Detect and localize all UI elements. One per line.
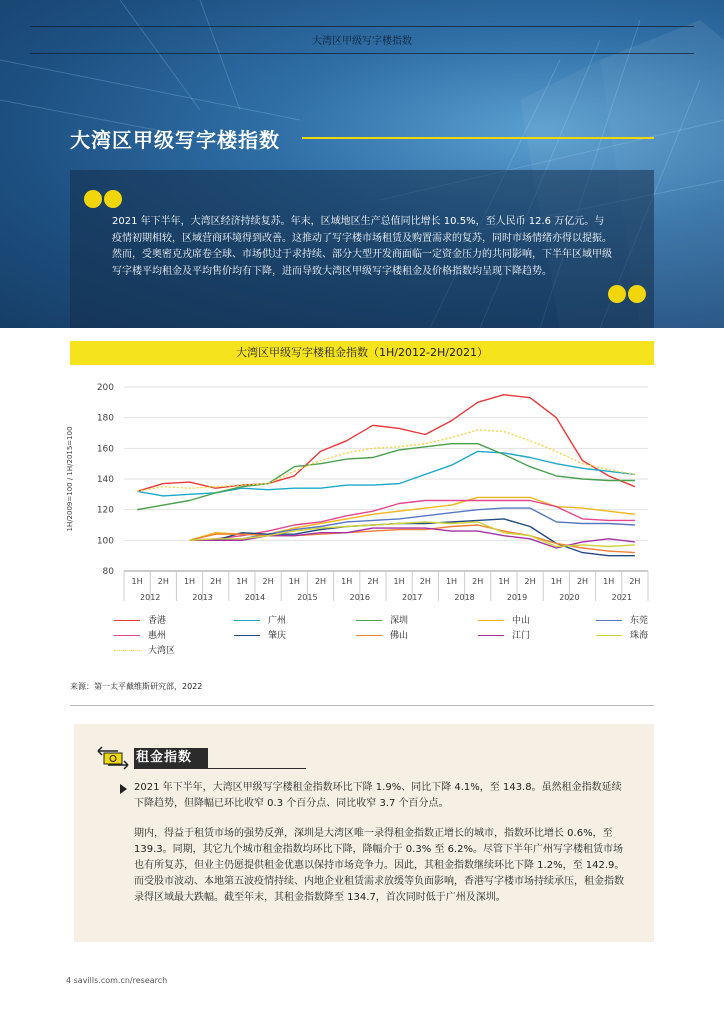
y-tick-label: 160 (96, 444, 114, 455)
paragraph-detail: 期内，得益于租赁市场的强势反弹，深圳是大湾区唯一录得租金指数正增长的城市，指数环比增长 0.6%，至 139.3。同期，其它九个城市租金指数均环比下降，降幅介于 0.3% 至 6.2%。尽管下半年广州写字楼租赁市场也有所复苏，但业主仍愿提供租金优惠以保持市场竞争力。因此，其租金指数继续环比下降 1.2%，至 142.9。而受股市波动、本地第五波疫情持续、内地企业租赁需求放缓等负面影响，香港写字楼市场持续承压，租金指数录得区域最大跌幅。截至年末，其租金指数降至 134.7，首次同时低于广州及深圳。 (134, 828, 625, 903)
x-tick-label: 2H (157, 577, 169, 586)
y-tick-label: 80 (102, 567, 114, 577)
legend-swatch (596, 635, 622, 636)
money-exchange-icon (96, 745, 130, 771)
y-tick-label: 180 (96, 413, 114, 424)
legend-label: 佛山 (390, 631, 409, 641)
title-rule (302, 137, 654, 139)
page-title: 大湾区甲级写字楼指数 (70, 128, 280, 152)
legend-swatch (356, 635, 382, 636)
legend-swatch (114, 650, 140, 651)
legend-label: 惠州 (148, 631, 167, 641)
x-year-label: 2012 (140, 593, 161, 602)
summary-quote: 2021 年下半年，大湾区经济持续复苏。年末，区域地区生产总值同比增长 10.5%，至人民币 12.6 万亿元。与疫情初期相较，区域营商环境得到改善。这推动了写字楼市场租赁及购置需求的复苏，同时市场情绪亦得以提振。然而，受奥密克戎席卷全球、市场供过于求持续、部分大型开发商面临一定资金压力的共同影响，下半年区域甲级写字楼平均租金及平均售价均有下降，进而导致大湾区甲级写字楼租金及价格指数均呈现下降趋势。 (112, 216, 612, 277)
x-tick-label: 2H (210, 577, 222, 586)
y-axis-label: 1H/2009=100 / 1H/2015=100 (66, 426, 74, 532)
x-year-label: 2020 (559, 593, 580, 602)
x-year-label: 2016 (349, 593, 370, 602)
y-tick-label: 120 (96, 505, 114, 516)
page-footer: 4 savills.com.cn/research (66, 976, 168, 985)
x-tick-label: 1H (183, 577, 196, 586)
legend-swatch (478, 620, 504, 621)
x-year-label: 2013 (192, 593, 213, 602)
box-heading-underline (134, 768, 306, 769)
legend-label: 香港 (148, 616, 167, 626)
x-year-label: 2021 (611, 593, 632, 602)
series-line-广州 (137, 451, 635, 496)
series-line-江门 (190, 528, 635, 548)
header-rule-top (30, 26, 694, 27)
legend-label: 广州 (268, 616, 287, 626)
series-line-大湾区 (137, 430, 635, 491)
legend-label: 江门 (512, 631, 531, 641)
x-tick-label: 2H (576, 577, 589, 586)
legend-swatch (356, 620, 382, 621)
x-tick-label: 1H (341, 577, 353, 586)
legend-label: 大湾区 (148, 646, 176, 656)
legend-swatch (234, 635, 260, 636)
x-tick-label: 2H (262, 577, 274, 586)
x-year-label: 2018 (454, 593, 475, 602)
legend-label: 东莞 (630, 616, 649, 626)
section-divider (70, 705, 654, 706)
x-tick-label: 1H (603, 577, 615, 586)
x-tick-label: 2H (367, 577, 379, 586)
legend-swatch (114, 620, 140, 621)
x-tick-label: 2H (314, 577, 327, 586)
paragraph-summary: 2021 年下半年，大湾区甲级写字楼租金指数环比下降 1.9%、同比下降 4.1%，至 143.8。虽然租金指数延续下降趋势，但降幅已环比收窄 0.3 个百分点、同比收窄 3.7 个百分点。 (134, 782, 622, 809)
legend-swatch (114, 635, 140, 636)
x-year-label: 2015 (297, 593, 318, 602)
legend-label: 深圳 (390, 616, 409, 626)
open-quote-icon (84, 186, 124, 208)
header-rule-bottom (30, 53, 694, 54)
bullet-arrow-icon (120, 784, 127, 794)
close-quote-icon (608, 281, 648, 303)
x-year-label: 2014 (244, 593, 266, 602)
x-tick-label: 1H (393, 577, 405, 586)
y-tick-label: 140 (96, 475, 114, 485)
legend-label: 肇庆 (268, 631, 287, 641)
x-tick-label: 1H (445, 577, 458, 586)
legend-swatch (596, 620, 622, 621)
x-year-label: 2017 (402, 593, 423, 602)
rental-index-chart (60, 372, 660, 608)
series-line-佛山 (190, 525, 635, 553)
running-header: 大湾区甲级写字楼指数 (312, 36, 412, 47)
x-tick-label: 1H (131, 577, 143, 586)
x-tick-label: 2H (419, 577, 431, 586)
legend-label: 珠海 (630, 631, 649, 641)
x-tick-label: 1H (550, 577, 562, 586)
x-tick-label: 2H (524, 577, 536, 586)
x-tick-label: 1H (288, 577, 300, 586)
x-tick-label: 2H (472, 577, 484, 586)
box-heading-label: 租金指数 (134, 748, 208, 768)
chart-source: 来源：第一太平戴维斯研究部，2022 (70, 682, 203, 691)
y-tick-label: 100 (96, 536, 114, 547)
x-tick-label: 1H (498, 577, 510, 586)
legend-swatch (478, 635, 504, 636)
x-tick-label: 1H (236, 577, 248, 586)
legend-label: 中山 (512, 616, 531, 626)
y-tick-label: 200 (96, 383, 114, 393)
x-year-label: 2019 (506, 593, 528, 602)
chart-title: 大湾区甲级写字楼租金指数（1H/2012-2H/2021） (70, 341, 654, 365)
hero-banner (0, 0, 724, 328)
x-tick-label: 2H (629, 577, 641, 586)
legend-swatch (234, 620, 260, 621)
